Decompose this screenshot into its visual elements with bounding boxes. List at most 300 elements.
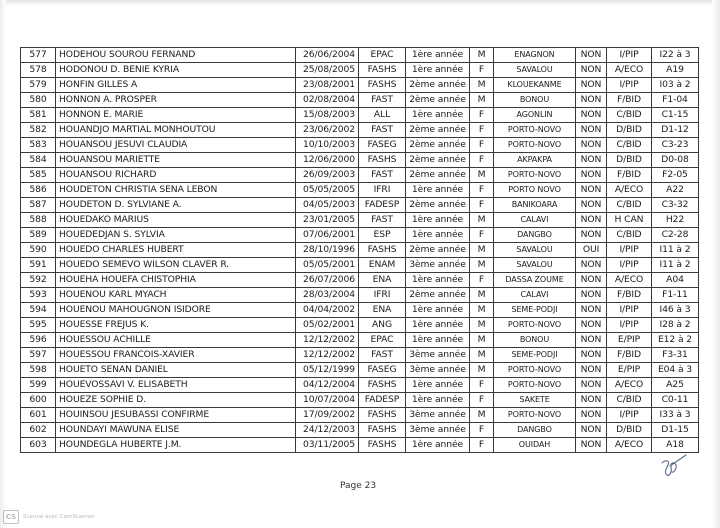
sex-cell: F bbox=[470, 273, 494, 288]
city-cell: SEME-PODJI bbox=[494, 303, 576, 318]
city-cell: OUIDAH bbox=[494, 438, 576, 453]
table-row bbox=[21, 108, 699, 123]
table-row bbox=[21, 408, 699, 423]
scholarship-status-cell: NON bbox=[576, 378, 607, 393]
institution-cell: FASHS bbox=[359, 408, 406, 423]
assignment-category-cell: F/BID bbox=[607, 93, 652, 108]
study-level-cell: 1ère année bbox=[406, 108, 470, 123]
scholarship-status-cell: NON bbox=[576, 93, 607, 108]
room-code-cell: A04 bbox=[652, 273, 699, 288]
sex-cell: M bbox=[470, 48, 494, 63]
city-cell: DANGBO bbox=[494, 423, 576, 438]
study-level-cell: 1ère année bbox=[406, 303, 470, 318]
student-name-cell: HOUINSOU JESUBASSI CONFIRME bbox=[56, 408, 296, 423]
table-row bbox=[21, 393, 699, 408]
room-code-cell: D1-15 bbox=[652, 423, 699, 438]
institution-cell: FAST bbox=[359, 168, 406, 183]
birth-date-cell: 05/05/2005 bbox=[296, 183, 359, 198]
study-level-cell: 2ème année bbox=[406, 93, 470, 108]
table-row bbox=[21, 318, 699, 333]
student-name-cell: HOUEDEDJAN S. SYLVIA bbox=[56, 228, 296, 243]
institution-cell: FASHS bbox=[359, 78, 406, 93]
assignment-category-cell: E/PIP bbox=[607, 363, 652, 378]
sex-cell: F bbox=[470, 153, 494, 168]
birth-date-cell: 12/06/2000 bbox=[296, 153, 359, 168]
city-cell: SAVALOU bbox=[494, 258, 576, 273]
scholarship-status-cell: NON bbox=[576, 438, 607, 453]
row-number-cell: 597 bbox=[21, 348, 56, 363]
room-code-cell: C3-32 bbox=[652, 198, 699, 213]
sex-cell: F bbox=[470, 228, 494, 243]
study-level-cell: 2ème année bbox=[406, 138, 470, 153]
birth-date-cell: 10/07/2004 bbox=[296, 393, 359, 408]
city-cell: PORTO-NOVO bbox=[494, 363, 576, 378]
student-name-cell: HOUENOU KARL MYACH bbox=[56, 288, 296, 303]
student-name-cell: HOUEZE SOPHIE D. bbox=[56, 393, 296, 408]
room-code-cell: I22 à 3 bbox=[652, 48, 699, 63]
row-number-cell: 595 bbox=[21, 318, 56, 333]
scholarship-status-cell: NON bbox=[576, 363, 607, 378]
camscanner-watermark bbox=[3, 510, 95, 524]
study-level-cell: 1ère année bbox=[406, 378, 470, 393]
assignment-category-cell: A/ECO bbox=[607, 183, 652, 198]
sex-cell: F bbox=[470, 378, 494, 393]
city-cell: SAVALOU bbox=[494, 243, 576, 258]
birth-date-cell: 12/12/2002 bbox=[296, 348, 359, 363]
row-number-cell: 591 bbox=[21, 258, 56, 273]
student-name-cell: HOUEDO SEMEVO WILSON CLAVER R. bbox=[56, 258, 296, 273]
city-cell: KLOUEKANME bbox=[494, 78, 576, 93]
scholarship-status-cell: NON bbox=[576, 348, 607, 363]
city-cell: BANIKOARA bbox=[494, 198, 576, 213]
page-shadow-top bbox=[0, 0, 720, 6]
assignment-category-cell: H CAN bbox=[607, 213, 652, 228]
room-code-cell: I28 à 2 bbox=[652, 318, 699, 333]
institution-cell: FASEG bbox=[359, 363, 406, 378]
room-code-cell: C1-15 bbox=[652, 108, 699, 123]
scholarship-status-cell: NON bbox=[576, 48, 607, 63]
city-cell: PORTO-NOVO bbox=[494, 318, 576, 333]
birth-date-cell: 07/06/2001 bbox=[296, 228, 359, 243]
sex-cell: F bbox=[470, 438, 494, 453]
student-name-cell: HODONOU D. BENIE KYRIA bbox=[56, 63, 296, 78]
city-cell: DASSA ZOUME bbox=[494, 273, 576, 288]
row-number-cell: 583 bbox=[21, 138, 56, 153]
sex-cell: M bbox=[470, 303, 494, 318]
study-level-cell: 1ère année bbox=[406, 438, 470, 453]
sex-cell: M bbox=[470, 363, 494, 378]
table-row bbox=[21, 348, 699, 363]
scholarship-status-cell: NON bbox=[576, 423, 607, 438]
scholarship-status-cell: NON bbox=[576, 168, 607, 183]
row-number-cell: 578 bbox=[21, 63, 56, 78]
watermark-text: Scanné avec CamScanner bbox=[23, 514, 95, 520]
student-name-cell: HOUNDAYI MAWUNA ELISE bbox=[56, 423, 296, 438]
student-name-cell: HOUNDEGLA HUBERTE J.M. bbox=[56, 438, 296, 453]
study-level-cell: 3ème année bbox=[406, 348, 470, 363]
city-cell: AKPAKPA bbox=[494, 153, 576, 168]
student-name-cell: HOUEDO CHARLES HUBERT bbox=[56, 243, 296, 258]
student-name-cell: HOUDETON D. SYLVIANE A. bbox=[56, 198, 296, 213]
room-code-cell: I11 à 2 bbox=[652, 243, 699, 258]
assignment-category-cell: I/PIP bbox=[607, 258, 652, 273]
assignment-category-cell: I/PIP bbox=[607, 408, 652, 423]
row-number-cell: 588 bbox=[21, 213, 56, 228]
institution-cell: FASHS bbox=[359, 63, 406, 78]
assignment-category-cell: I/PIP bbox=[607, 243, 652, 258]
room-code-cell: C0-11 bbox=[652, 393, 699, 408]
row-number-cell: 584 bbox=[21, 153, 56, 168]
city-cell: PORTO-NOVO bbox=[494, 123, 576, 138]
table-row bbox=[21, 273, 699, 288]
student-name-cell: HONNON E. MARIE bbox=[56, 108, 296, 123]
row-number-cell: 580 bbox=[21, 93, 56, 108]
room-code-cell: A25 bbox=[652, 378, 699, 393]
birth-date-cell: 10/10/2003 bbox=[296, 138, 359, 153]
birth-date-cell: 04/05/2003 bbox=[296, 198, 359, 213]
sex-cell: F bbox=[470, 393, 494, 408]
city-cell: SEME-PODJI bbox=[494, 348, 576, 363]
city-cell: DANGBO bbox=[494, 228, 576, 243]
student-name-cell: HODEHOU SOUROU FERNAND bbox=[56, 48, 296, 63]
row-number-cell: 599 bbox=[21, 378, 56, 393]
student-name-cell: HOUANSOU MARIETTE bbox=[56, 153, 296, 168]
student-name-cell: HOUESSOU FRANCOIS-XAVIER bbox=[56, 348, 296, 363]
table-row bbox=[21, 303, 699, 318]
institution-cell: ENAM bbox=[359, 258, 406, 273]
city-cell: SAVALOU bbox=[494, 63, 576, 78]
birth-date-cell: 05/05/2001 bbox=[296, 258, 359, 273]
sex-cell: F bbox=[470, 123, 494, 138]
study-level-cell: 3ème année bbox=[406, 258, 470, 273]
institution-cell: FASHS bbox=[359, 153, 406, 168]
sex-cell: F bbox=[470, 423, 494, 438]
assignment-category-cell: C/BID bbox=[607, 108, 652, 123]
city-cell: CALAVI bbox=[494, 213, 576, 228]
study-level-cell: 2ème année bbox=[406, 288, 470, 303]
room-code-cell: I03 à 2 bbox=[652, 78, 699, 93]
institution-cell: FADESP bbox=[359, 393, 406, 408]
table-row bbox=[21, 333, 699, 348]
study-level-cell: 2ème année bbox=[406, 153, 470, 168]
room-code-cell: E12 à 2 bbox=[652, 333, 699, 348]
study-level-cell: 1ère année bbox=[406, 273, 470, 288]
birth-date-cell: 04/04/2002 bbox=[296, 303, 359, 318]
assignment-category-cell: A/ECO bbox=[607, 273, 652, 288]
study-level-cell: 1ère année bbox=[406, 228, 470, 243]
table-row bbox=[21, 123, 699, 138]
table-row bbox=[21, 153, 699, 168]
institution-cell: FASEG bbox=[359, 138, 406, 153]
city-cell: CALAVI bbox=[494, 288, 576, 303]
row-number-cell: 602 bbox=[21, 423, 56, 438]
scholarship-status-cell: NON bbox=[576, 273, 607, 288]
city-cell: BONOU bbox=[494, 333, 576, 348]
scholarship-status-cell: NON bbox=[576, 138, 607, 153]
city-cell: PORTO NOVO bbox=[494, 183, 576, 198]
table-row bbox=[21, 78, 699, 93]
table-row bbox=[21, 183, 699, 198]
sex-cell: M bbox=[470, 168, 494, 183]
row-number-cell: 594 bbox=[21, 303, 56, 318]
row-number-cell: 587 bbox=[21, 198, 56, 213]
row-number-cell: 601 bbox=[21, 408, 56, 423]
study-level-cell: 1ère année bbox=[406, 213, 470, 228]
table-row bbox=[21, 138, 699, 153]
scholarship-status-cell: NON bbox=[576, 303, 607, 318]
row-number-cell: 585 bbox=[21, 168, 56, 183]
study-level-cell: 2ème année bbox=[406, 168, 470, 183]
table-row bbox=[21, 438, 699, 453]
city-cell: PORTO-NOVO bbox=[494, 378, 576, 393]
sex-cell: F bbox=[470, 108, 494, 123]
sex-cell: M bbox=[470, 93, 494, 108]
sex-cell: M bbox=[470, 78, 494, 93]
room-code-cell: I33 à 3 bbox=[652, 408, 699, 423]
sex-cell: M bbox=[470, 243, 494, 258]
signature-initials bbox=[658, 453, 688, 479]
room-code-cell: C2-28 bbox=[652, 228, 699, 243]
institution-cell: FAST bbox=[359, 348, 406, 363]
assignment-category-cell: F/BID bbox=[607, 168, 652, 183]
study-level-cell: 1ère année bbox=[406, 183, 470, 198]
institution-cell: IFRI bbox=[359, 183, 406, 198]
study-level-cell: 2ème année bbox=[406, 243, 470, 258]
assignment-category-cell: F/BID bbox=[607, 348, 652, 363]
scholarship-status-cell: NON bbox=[576, 213, 607, 228]
table-row bbox=[21, 378, 699, 393]
sex-cell: M bbox=[470, 348, 494, 363]
birth-date-cell: 25/08/2005 bbox=[296, 63, 359, 78]
row-number-cell: 586 bbox=[21, 183, 56, 198]
page-shadow-right bbox=[712, 0, 720, 528]
city-cell: PORTO-NOVO bbox=[494, 138, 576, 153]
table-row bbox=[21, 168, 699, 183]
student-name-cell: HONFIN GILLES A bbox=[56, 78, 296, 93]
institution-cell: FASHS bbox=[359, 423, 406, 438]
page-shadow-left bbox=[0, 0, 6, 528]
table-row bbox=[21, 423, 699, 438]
room-code-cell: I11 à 2 bbox=[652, 258, 699, 273]
student-name-cell: HONNON A. PROSPER bbox=[56, 93, 296, 108]
row-number-cell: 590 bbox=[21, 243, 56, 258]
birth-date-cell: 28/03/2004 bbox=[296, 288, 359, 303]
institution-cell: FASHS bbox=[359, 243, 406, 258]
institution-cell: ANG bbox=[359, 318, 406, 333]
room-code-cell: A22 bbox=[652, 183, 699, 198]
table-row bbox=[21, 93, 699, 108]
student-name-cell: HOUEDAKO MARIUS bbox=[56, 213, 296, 228]
table-row bbox=[21, 363, 699, 378]
student-name-cell: HOUEHA HOUEFA CHISTOPHIA bbox=[56, 273, 296, 288]
room-code-cell: F3-31 bbox=[652, 348, 699, 363]
room-code-cell: D0-08 bbox=[652, 153, 699, 168]
scholarship-status-cell: NON bbox=[576, 123, 607, 138]
study-level-cell: 3ème année bbox=[406, 423, 470, 438]
scholarship-status-cell: NON bbox=[576, 258, 607, 273]
institution-cell: ESP bbox=[359, 228, 406, 243]
institution-cell: ALL bbox=[359, 108, 406, 123]
assignment-category-cell: D/BID bbox=[607, 123, 652, 138]
sex-cell: M bbox=[470, 258, 494, 273]
table-row bbox=[21, 258, 699, 273]
city-cell: ENAGNON bbox=[494, 48, 576, 63]
assignment-category-cell: C/BID bbox=[607, 393, 652, 408]
scholarship-status-cell: NON bbox=[576, 153, 607, 168]
student-list-table bbox=[20, 47, 699, 453]
institution-cell: FADESP bbox=[359, 198, 406, 213]
assignment-category-cell: C/BID bbox=[607, 198, 652, 213]
room-code-cell: C3-23 bbox=[652, 138, 699, 153]
assignment-category-cell: I/PIP bbox=[607, 303, 652, 318]
institution-cell: FAST bbox=[359, 123, 406, 138]
table-row bbox=[21, 243, 699, 258]
room-code-cell: A19 bbox=[652, 63, 699, 78]
table-row bbox=[21, 228, 699, 243]
birth-date-cell: 26/09/2003 bbox=[296, 168, 359, 183]
student-name-cell: HOUETO SENAN DANIEL bbox=[56, 363, 296, 378]
scholarship-status-cell: NON bbox=[576, 333, 607, 348]
birth-date-cell: 03/11/2005 bbox=[296, 438, 359, 453]
institution-cell: ENA bbox=[359, 303, 406, 318]
study-level-cell: 1ère année bbox=[406, 333, 470, 348]
row-number-cell: 598 bbox=[21, 363, 56, 378]
row-number-cell: 592 bbox=[21, 273, 56, 288]
table-row bbox=[21, 198, 699, 213]
study-level-cell: 3ème année bbox=[406, 363, 470, 378]
study-level-cell: 2ème année bbox=[406, 198, 470, 213]
study-level-cell: 1ère année bbox=[406, 63, 470, 78]
table-row bbox=[21, 63, 699, 78]
birth-date-cell: 12/12/2002 bbox=[296, 333, 359, 348]
student-name-cell: HOUESSOU ACHILLE bbox=[56, 333, 296, 348]
scholarship-status-cell: NON bbox=[576, 78, 607, 93]
study-level-cell: 2ème année bbox=[406, 78, 470, 93]
birth-date-cell: 04/12/2004 bbox=[296, 378, 359, 393]
scholarship-status-cell: NON bbox=[576, 228, 607, 243]
table-row bbox=[21, 213, 699, 228]
sex-cell: M bbox=[470, 288, 494, 303]
sex-cell: M bbox=[470, 318, 494, 333]
institution-cell: EPAC bbox=[359, 333, 406, 348]
row-number-cell: 589 bbox=[21, 228, 56, 243]
assignment-category-cell: I/PIP bbox=[607, 78, 652, 93]
room-code-cell: H22 bbox=[652, 213, 699, 228]
birth-date-cell: 05/12/1999 bbox=[296, 363, 359, 378]
city-cell: PORTO-NOVO bbox=[494, 408, 576, 423]
birth-date-cell: 28/10/1996 bbox=[296, 243, 359, 258]
scholarship-status-cell: NON bbox=[576, 318, 607, 333]
institution-cell: FAST bbox=[359, 93, 406, 108]
sex-cell: F bbox=[470, 138, 494, 153]
city-cell: PORTO-NOVO bbox=[494, 168, 576, 183]
sex-cell: F bbox=[470, 198, 494, 213]
study-level-cell: 1ère année bbox=[406, 393, 470, 408]
student-name-cell: HOUESSE FREJUS K. bbox=[56, 318, 296, 333]
scholarship-status-cell: NON bbox=[576, 198, 607, 213]
row-number-cell: 582 bbox=[21, 123, 56, 138]
scholarship-status-cell: OUI bbox=[576, 243, 607, 258]
birth-date-cell: 02/08/2004 bbox=[296, 93, 359, 108]
institution-cell: EPAC bbox=[359, 48, 406, 63]
city-cell: SAKETE bbox=[494, 393, 576, 408]
row-number-cell: 600 bbox=[21, 393, 56, 408]
study-level-cell: 1ère année bbox=[406, 48, 470, 63]
student-name-cell: HOUENOU MAHOUGNON ISIDORE bbox=[56, 303, 296, 318]
city-cell: BONOU bbox=[494, 93, 576, 108]
table-row bbox=[21, 288, 699, 303]
assignment-category-cell: C/BID bbox=[607, 138, 652, 153]
table-body bbox=[21, 48, 699, 453]
assignment-category-cell: D/BID bbox=[607, 423, 652, 438]
scholarship-status-cell: NON bbox=[576, 393, 607, 408]
student-name-cell: HOUANSOU JESUVI CLAUDIA bbox=[56, 138, 296, 153]
sex-cell: F bbox=[470, 183, 494, 198]
birth-date-cell: 26/06/2004 bbox=[296, 48, 359, 63]
study-level-cell: 1ère année bbox=[406, 318, 470, 333]
birth-date-cell: 17/09/2002 bbox=[296, 408, 359, 423]
assignment-category-cell: A/ECO bbox=[607, 438, 652, 453]
row-number-cell: 577 bbox=[21, 48, 56, 63]
student-name-cell: HOUEVOSSAVI V. ELISABETH bbox=[56, 378, 296, 393]
sex-cell: M bbox=[470, 408, 494, 423]
birth-date-cell: 23/01/2005 bbox=[296, 213, 359, 228]
scholarship-status-cell: NON bbox=[576, 408, 607, 423]
assignment-category-cell: E/PIP bbox=[607, 333, 652, 348]
sex-cell: M bbox=[470, 333, 494, 348]
birth-date-cell: 23/06/2002 bbox=[296, 123, 359, 138]
row-number-cell: 593 bbox=[21, 288, 56, 303]
assignment-category-cell: A/ECO bbox=[607, 63, 652, 78]
table-row bbox=[21, 48, 699, 63]
birth-date-cell: 24/12/2003 bbox=[296, 423, 359, 438]
institution-cell: IFRI bbox=[359, 288, 406, 303]
institution-cell: ENA bbox=[359, 273, 406, 288]
sex-cell: F bbox=[470, 63, 494, 78]
scholarship-status-cell: NON bbox=[576, 183, 607, 198]
student-name-cell: HOUANSOU RICHARD bbox=[56, 168, 296, 183]
camscanner-logo-icon: CS bbox=[3, 510, 19, 524]
room-code-cell: D1-12 bbox=[652, 123, 699, 138]
assignment-category-cell: I/PIP bbox=[607, 48, 652, 63]
assignment-category-cell: I/PIP bbox=[607, 318, 652, 333]
scholarship-status-cell: NON bbox=[576, 63, 607, 78]
room-code-cell: A18 bbox=[652, 438, 699, 453]
assignment-category-cell: F/BID bbox=[607, 288, 652, 303]
assignment-category-cell: D/BID bbox=[607, 153, 652, 168]
room-code-cell: E04 à 3 bbox=[652, 363, 699, 378]
student-name-cell: HOUDETON CHRISTIA SENA LEBON bbox=[56, 183, 296, 198]
student-name-cell: HOUANDJO MARTIAL MONHOUTOU bbox=[56, 123, 296, 138]
room-code-cell: I46 à 3 bbox=[652, 303, 699, 318]
study-level-cell: 3ème année bbox=[406, 408, 470, 423]
room-code-cell: F2-05 bbox=[652, 168, 699, 183]
room-code-cell: F1-11 bbox=[652, 288, 699, 303]
scholarship-status-cell: NON bbox=[576, 108, 607, 123]
scholarship-status-cell: NON bbox=[576, 288, 607, 303]
birth-date-cell: 05/02/2001 bbox=[296, 318, 359, 333]
institution-cell: FASHS bbox=[359, 378, 406, 393]
birth-date-cell: 26/07/2006 bbox=[296, 273, 359, 288]
institution-cell: FAST bbox=[359, 213, 406, 228]
row-number-cell: 603 bbox=[21, 438, 56, 453]
row-number-cell: 581 bbox=[21, 108, 56, 123]
sex-cell: M bbox=[470, 213, 494, 228]
row-number-cell: 579 bbox=[21, 78, 56, 93]
birth-date-cell: 15/08/2003 bbox=[296, 108, 359, 123]
study-level-cell: 2ème année bbox=[406, 123, 470, 138]
room-code-cell: F1-04 bbox=[652, 93, 699, 108]
